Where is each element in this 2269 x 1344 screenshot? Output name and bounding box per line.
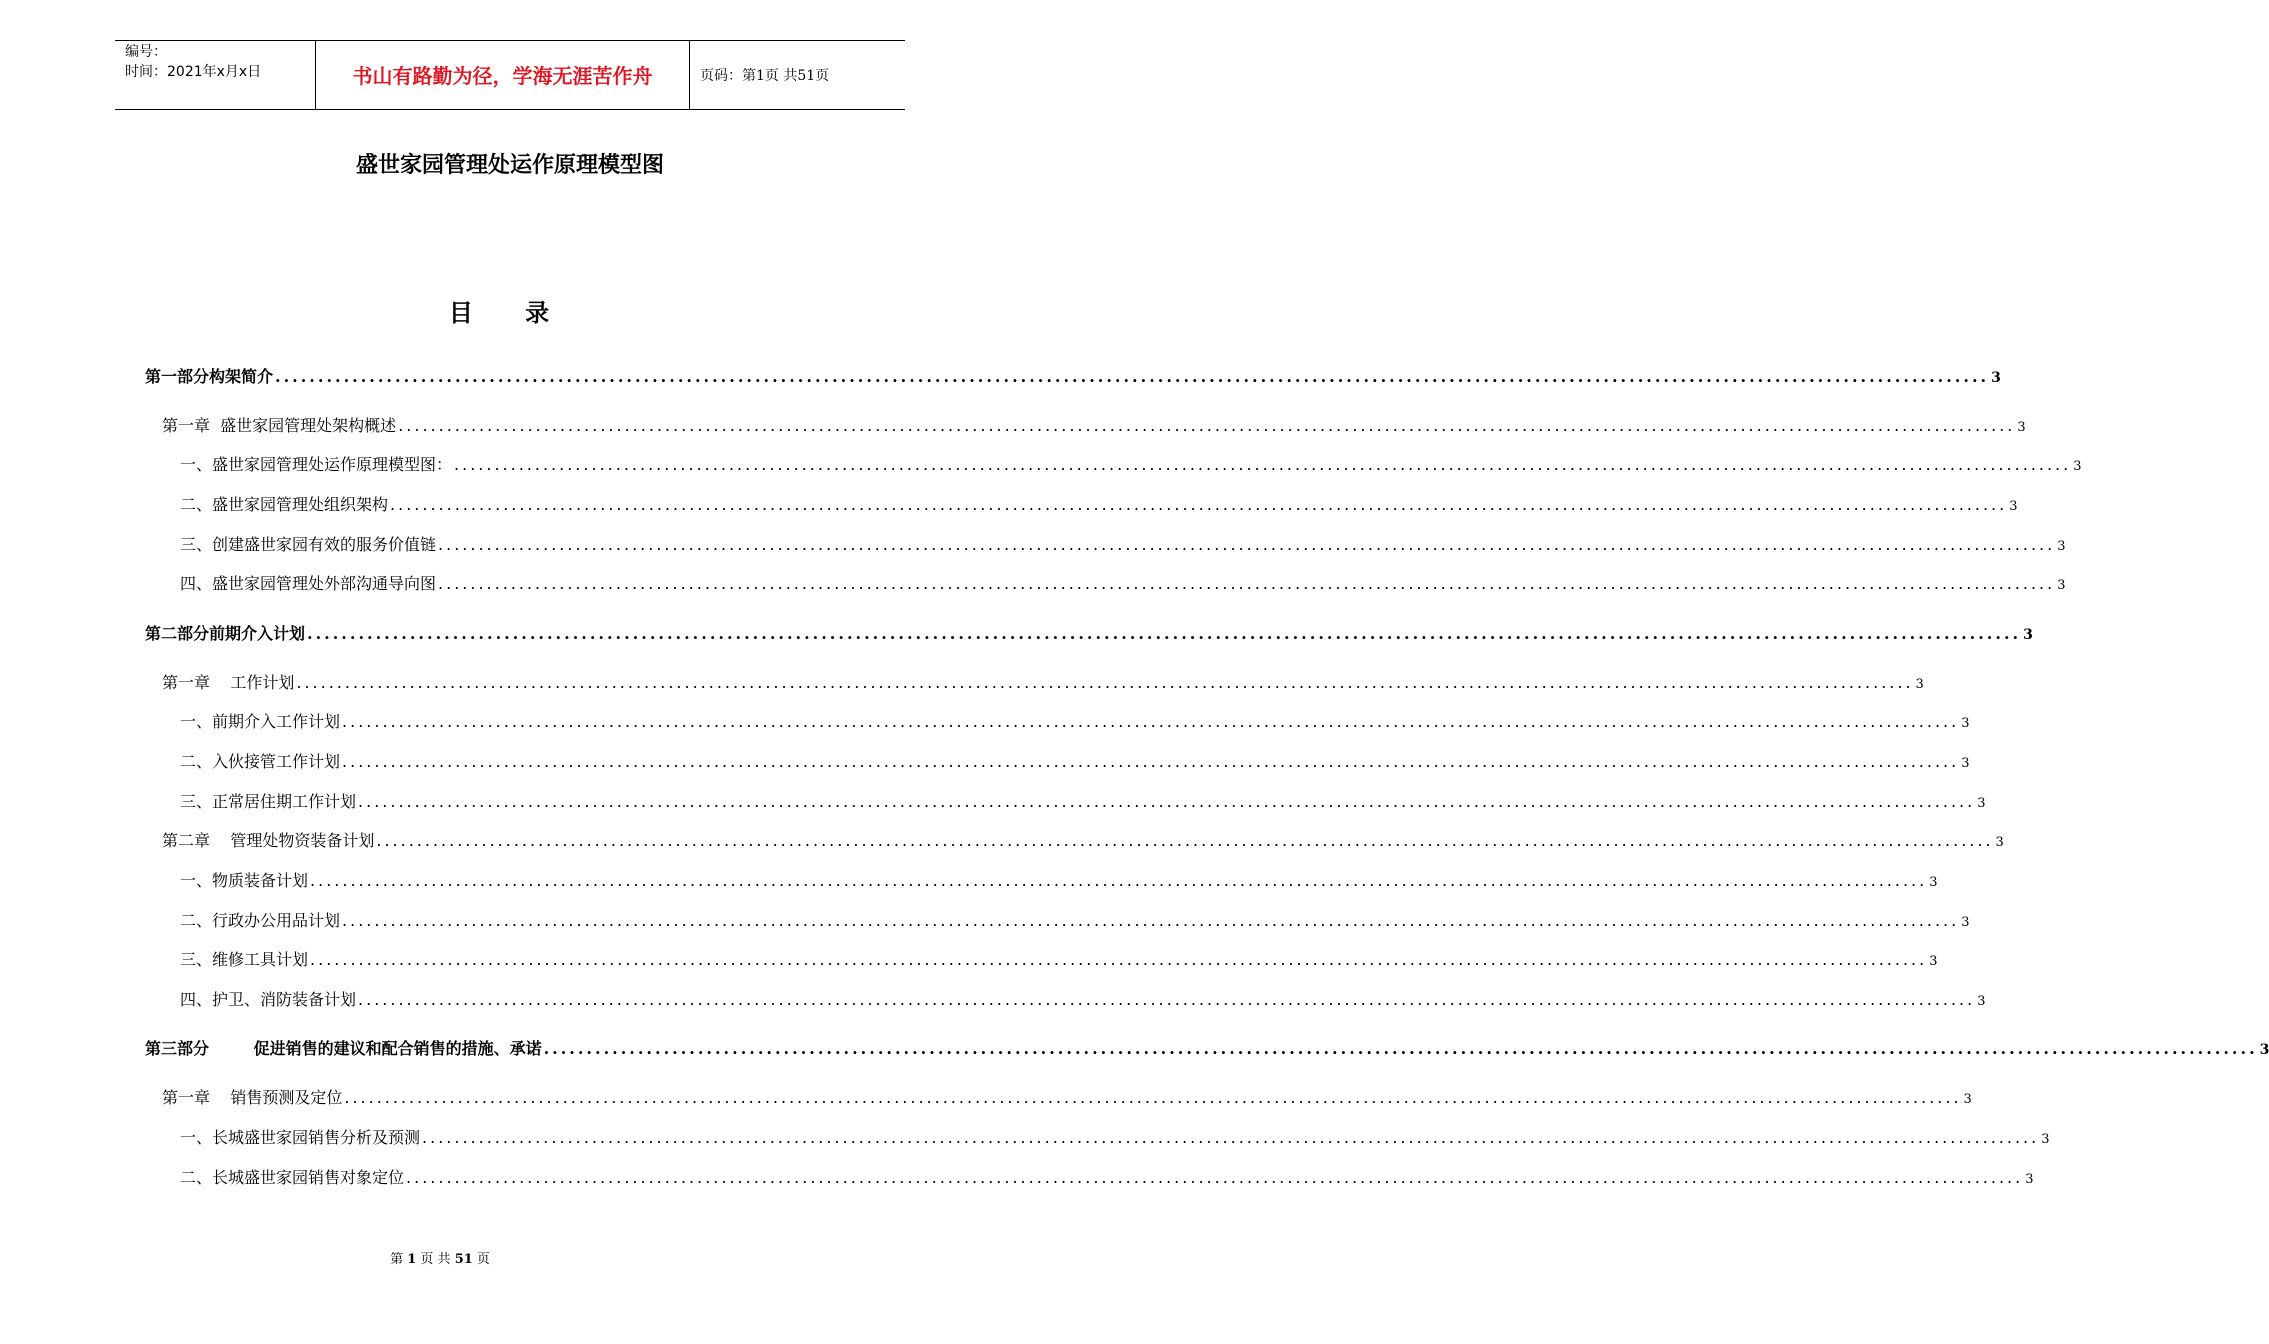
toc-entry-label: 三、正常居住期工作计划 xyxy=(180,792,357,811)
toc-entry-page-number: 3 xyxy=(2057,578,2066,593)
footer-total-pages: 51 xyxy=(454,1252,473,1267)
toc-entry-label: 第一章 盛世家园管理处架构概述 xyxy=(162,416,397,435)
toc-entry-page-number: 3 xyxy=(1961,716,1970,731)
toc-dot-leader: ........................................................................................................................................................................................................ xyxy=(543,1039,2258,1058)
toc-dot-leader: ........................................................................................................................................................................................................ xyxy=(296,673,1914,692)
toc-entry[interactable] xyxy=(180,987,1986,1010)
footer-middle: 页 共 xyxy=(420,1252,451,1267)
toc-entry-label: 二、行政办公用品计划 xyxy=(180,911,341,930)
toc-entry[interactable] xyxy=(145,1036,2269,1059)
toc-dot-leader: ........................................................................................................................................................................................................ xyxy=(422,1128,2040,1147)
toc-entry-label: 二、盛世家园管理处组织架构 xyxy=(180,495,389,514)
toc-entry-label: 第二部分前期介入计划 xyxy=(145,624,306,643)
toc-entry-label: 第三部分 促进销售的建议和配合销售的措施、承诺 xyxy=(145,1039,542,1058)
toc-entry-page-number: 3 xyxy=(1991,370,2001,386)
toc-entry[interactable] xyxy=(180,1165,2034,1188)
toc-entry-page-number: 3 xyxy=(1915,677,1924,692)
toc-dot-leader: ........................................................................................................................................................................................................ xyxy=(342,712,1960,731)
toc-dot-leader: ........................................................................................................................................................................................................ xyxy=(438,574,2056,593)
toc-entry[interactable] xyxy=(162,670,1924,693)
toc-dot-leader: ........................................................................................................................................................................................................ xyxy=(310,950,1928,969)
toc-entry-label: 第二章 管理处物资装备计划 xyxy=(162,831,375,850)
toc-dot-leader: ........................................................................................................................................................................................................ xyxy=(358,990,1976,1009)
page-footer xyxy=(0,1248,880,1267)
toc-entry-page-number: 3 xyxy=(1977,994,1986,1009)
toc-dot-leader: ........................................................................................................................................................................................................ xyxy=(398,416,2016,435)
toc-entry-label: 三、维修工具计划 xyxy=(180,950,309,969)
toc-entry-page-number: 3 xyxy=(2025,1172,2034,1187)
toc-dot-leader: ........................................................................................................................................................................................................ xyxy=(454,455,2072,474)
toc-entry-page-number: 3 xyxy=(1929,954,1938,969)
toc-entry-label: 二、长城盛世家园销售对象定位 xyxy=(180,1168,405,1187)
toc-entry[interactable] xyxy=(162,413,2026,436)
toc-dot-leader: ........................................................................................................................................................................................................ xyxy=(390,495,2008,514)
toc-entry-page-number: 3 xyxy=(2009,499,2018,514)
toc-dot-leader: ........................................................................................................................................................................................................ xyxy=(342,911,1960,930)
toc-entry-label: 一、物质装备计划 xyxy=(180,871,309,890)
toc-entry[interactable] xyxy=(180,492,2018,515)
toc-entry-page-number: 3 xyxy=(1977,796,1986,811)
toc-entry[interactable] xyxy=(180,1125,2050,1148)
toc-entry[interactable] xyxy=(180,749,1970,772)
toc-dot-leader: ........................................................................................................................................................................................................ xyxy=(275,367,1990,386)
toc-entry-label: 一、前期介入工作计划 xyxy=(180,712,341,731)
header-page-cell xyxy=(690,41,905,109)
header-motto-cell xyxy=(316,41,690,109)
toc-entry-page-number: 3 xyxy=(2073,459,2082,474)
toc-entry-page-number: 3 xyxy=(2041,1132,2050,1147)
toc-dot-leader: ........................................................................................................................................................................................................ xyxy=(376,831,1994,850)
toc-entry-page-number: 3 xyxy=(1961,915,1970,930)
toc-entry[interactable] xyxy=(162,828,2004,851)
document-title: 盛世家园管理处运作原理模型图 xyxy=(355,152,664,178)
header-motto: 书山有路勤为径，学海无涯苦作舟 xyxy=(352,64,653,88)
header-page-info: 页码：第1页 共51页 xyxy=(700,68,830,84)
toc-dot-leader: ........................................................................................................................................................................................................ xyxy=(342,752,1960,771)
toc-entry[interactable] xyxy=(180,452,2082,475)
toc-entry-label: 四、盛世家园管理处外部沟通导向图 xyxy=(180,574,437,593)
toc-entry[interactable] xyxy=(180,532,2066,555)
toc-dot-leader: ........................................................................................................................................................................................................ xyxy=(310,871,1928,890)
toc-entry-label: 一、盛世家园管理处运作原理模型图： xyxy=(180,455,453,474)
toc-dot-leader: ........................................................................................................................................................................................................ xyxy=(307,624,2022,643)
toc-entry-label: 第一章 工作计划 xyxy=(162,673,295,692)
toc-entry[interactable] xyxy=(145,621,2033,644)
toc-title: 目 录 xyxy=(448,298,572,327)
toc-entry-page-number: 3 xyxy=(2057,539,2066,554)
toc-entry-page-number: 3 xyxy=(1961,756,1970,771)
toc-entry-page-number: 3 xyxy=(1929,875,1938,890)
toc-entry[interactable] xyxy=(180,709,1970,732)
toc-entry-label: 一、长城盛世家园销售分析及预测 xyxy=(180,1128,421,1147)
toc-dot-leader: ........................................................................................................................................................................................................ xyxy=(438,535,2056,554)
toc-entry[interactable] xyxy=(162,1085,1972,1108)
document-time-label: 时间：2021年x月x日 xyxy=(125,64,262,80)
footer-prefix: 第 xyxy=(390,1252,404,1267)
toc-entry[interactable] xyxy=(180,789,1986,812)
page-header xyxy=(115,40,905,110)
toc-entry-page-number: 3 xyxy=(2023,627,2033,643)
toc-entry-label: 三、创建盛世家园有效的服务价值链 xyxy=(180,535,437,554)
toc-entry-label: 第一部分构架简介 xyxy=(145,367,274,386)
toc-dot-leader: ........................................................................................................................................................................................................ xyxy=(406,1168,2024,1187)
toc-dot-leader: ........................................................................................................................................................................................................ xyxy=(344,1088,1962,1107)
document-number-label: 编号： xyxy=(125,44,167,60)
toc-entry-page-number: 3 xyxy=(2017,420,2026,435)
toc-entry[interactable] xyxy=(180,947,1938,970)
toc-entry[interactable] xyxy=(180,571,2066,594)
toc-entry-label: 二、入伙接管工作计划 xyxy=(180,752,341,771)
toc-entry-page-number: 3 xyxy=(2259,1042,2269,1058)
toc-entry-label: 四、护卫、消防装备计划 xyxy=(180,990,357,1009)
toc-entry[interactable] xyxy=(180,908,1970,931)
toc-dot-leader: ........................................................................................................................................................................................................ xyxy=(358,792,1976,811)
toc-entry[interactable] xyxy=(180,868,1938,891)
toc-entry-page-number: 3 xyxy=(1995,835,2004,850)
footer-page-number: 1 xyxy=(407,1252,417,1267)
toc-entry[interactable] xyxy=(145,364,2001,387)
toc-entry-page-number: 3 xyxy=(1963,1092,1972,1107)
toc-entry-label: 第一章 销售预测及定位 xyxy=(162,1088,343,1107)
header-meta-cell xyxy=(115,41,316,109)
footer-suffix: 页 xyxy=(476,1252,490,1267)
